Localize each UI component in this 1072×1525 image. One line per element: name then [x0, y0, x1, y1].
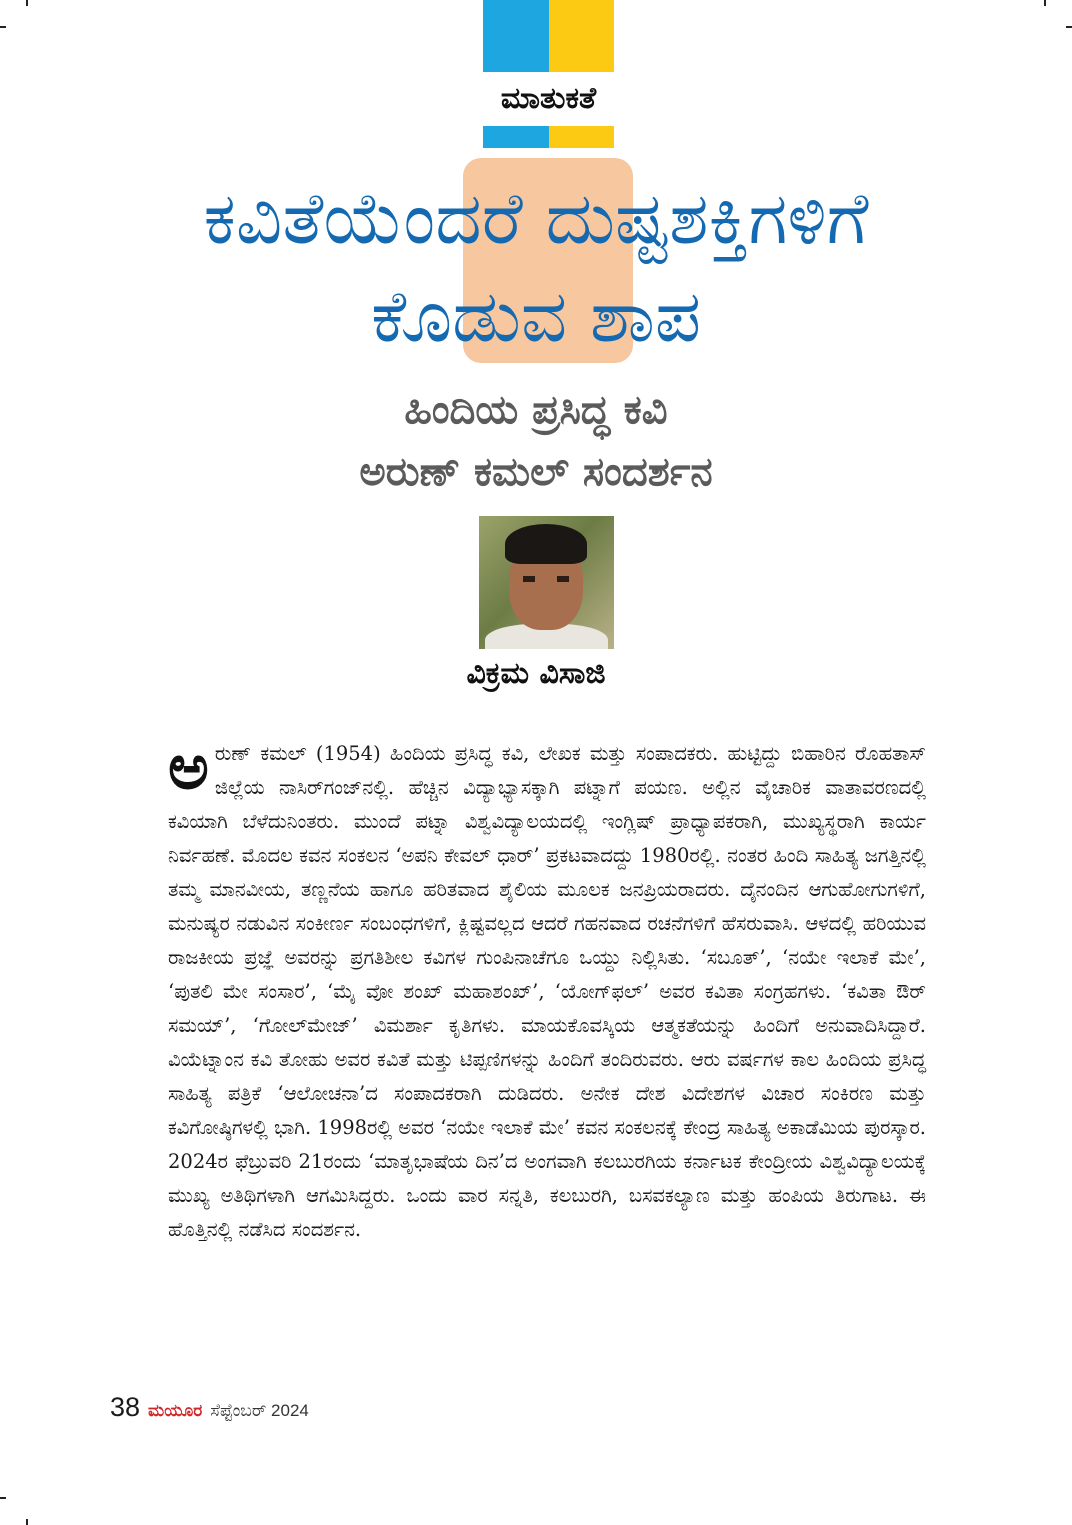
- crop-mark: [26, 0, 28, 6]
- logo-blue-panel: [483, 0, 549, 72]
- headline-line-2: ಕೊಡುವ ಶಾಪ: [370, 274, 702, 358]
- issue-date: ಸೆಪ್ಟೆಂಬರ್ 2024: [210, 1401, 309, 1420]
- section-logo-label: ಮಾತುಕತೆ: [500, 80, 597, 116]
- page-footer: [110, 1392, 309, 1423]
- logo-yellow-panel: [549, 0, 615, 72]
- subheading-line-1: ಹಿಂದಿಯ ಪ್ರಸಿದ್ಧ ಕವಿ: [404, 387, 668, 433]
- author-byline: ವಿಕ್ರಮ ವಿಸಾಜಿ: [466, 656, 606, 691]
- crop-mark: [26, 1519, 28, 1525]
- section-logo: [483, 0, 614, 148]
- article-intro-text: ರುಣ್ ಕಮಲ್ (1954) ಹಿಂದಿಯ ಪ್ರಸಿದ್ಧ ಕವಿ, ಲೇಖಕ ಮತ್ತು ಸಂಪಾದಕರು. ಹುಟ್ಟಿದ್ದು ಬಿಹಾರಿನ ರೊಹತಾಸ್ ಜಿಲ್ಲೆಯ ನಾಸಿರ್‌ಗಂಜ್‌ನಲ್ಲಿ. ಹೆಚ್ಚಿನ ವಿದ್ಯಾಭ್ಯಾಸಕ್ಕಾಗಿ ಪಟ್ನಾಗೆ ಪಯಣ. ಅಲ್ಲಿನ ವೈಚಾರಿಕ ವಾತಾವರಣದಲ್ಲಿ ಕವಿಯಾಗಿ ಬೆಳೆದುನಿಂತರು. ಮುಂದೆ ಪಟ್ನಾ ವಿಶ್ವವಿದ್ಯಾಲಯದಲ್ಲಿ ಇಂಗ್ಲಿಷ್ ಪ್ರಾಧ್ಯಾಪಕರಾಗಿ, ಮುಖ್ಯಸ್ಥರಾಗಿ ಕಾರ್ಯ ನಿರ್ವಹಣೆ. ಮೊದಲ ಕವನ ಸಂಕಲನ ‘ಅಪನಿ ಕೇವಲ್ ಧಾರ್’ ಪ್ರಕಟವಾದದ್ದು 1980ರಲ್ಲಿ. ನಂತರ ಹಿಂದಿ ಸಾಹಿತ್ಯ ಜಗತ್ತಿನಲ್ಲಿ ತಮ್ಮ ಮಾನವೀಯ, ತಣ್ಣನೆಯ ಹಾಗೂ ಹರಿತವಾದ ಶೈಲಿಯ ಮೂಲಕ ಜನಪ್ರಿಯರಾದರು. ದೈನಂದಿನ ಆಗುಹೋಗುಗಳಿಗೆ, ಮನುಷ್ಯರ ನಡುವಿನ ಸಂಕೀರ್ಣ ಸಂಬಂಧಗಳಿಗೆ, ಕ್ಲಿಷ್ಟವಲ್ಲದ ಆದರೆ ಗಹನವಾದ ರಚನೆಗಳಿಗೆ ಹೆಸರುವಾಸಿ. ಆಳದಲ್ಲಿ ಹರಿಯುವ ರಾಜಕೀಯ ಪ್ರಜ್ಞೆ ಅವರನ್ನು ಪ್ರಗತಿಶೀಲ ಕವಿಗಳ ಗುಂಪಿನಾಚೆಗೂ ಒಯ್ದು ನಿಲ್ಲಿಸಿತು. ‘ಸಬೂತ್’, ‘ನಯೇ ಇಲಾಕೆ ಮೇ’, ‘ಪುತಲಿ ಮೇ ಸಂಸಾರ’, ‘ಮೈ ವೋ ಶಂಖ್ ಮಹಾಶಂಖ್’, ‘ಯೋಗ್‌ಫಲ್’ ಅವರ ಕವಿತಾ ಸಂಗ್ರಹಗಳು. ‘ಕವಿತಾ ಔರ್ ಸಮಯ್’, ‘ಗೋಲ್‌ಮೇಜ್’ ವಿಮರ್ಶಾ ಕೃತಿಗಳು. ಮಾಯಕೊವಸ್ಕಿಯ ಆತ್ಮಕತೆಯನ್ನು ಹಿಂದಿಗೆ ಅನುವಾದಿಸಿದ್ದಾರೆ. ವಿಯೆಟ್ನಾಂನ ಕವಿ ತೋಹು ಅವರ ಕವಿತೆ ಮತ್ತು ಟಿಪ್ಪಣಿಗಳನ್ನು ಹಿಂದಿಗೆ ತಂದಿರುವರು. ಆರು ವರ್ಷಗಳ ಕಾಲ ಹಿಂದಿಯ ಪ್ರಸಿದ್ಧ ಸಾಹಿತ್ಯ ಪತ್ರಿಕೆ ‘ಆಲೋಚನಾ’ದ ಸಂಪಾದಕರಾಗಿ ದುಡಿದರು. ಅನೇಕ ದೇಶ ವಿದೇಶಗಳ ವಿಚಾರ ಸಂಕಿರಣ ಮತ್ತು ಕವಿಗೋಷ್ಠಿಗಳಲ್ಲಿ ಭಾಗಿ. 1998ರಲ್ಲಿ ಅವರ ‘ನಯೇ ಇಲಾಕೆ ಮೇ’ ಕವನ ಸಂಕಲನಕ್ಕೆ ಕೇಂದ್ರ ಸಾಹಿತ್ಯ ಅಕಾಡೆಮಿಯ ಪುರಸ್ಕಾರ. 2024ರ ಫೆಬ್ರುವರಿ 21ರಂದು ‘ಮಾತೃಭಾಷೆಯ ದಿನ’ದ ಅಂಗವಾಗಿ ಕಲಬುರಗಿಯ ಕರ್ನಾಟಕ ಕೇಂದ್ರೀಯ ವಿಶ್ವವಿದ್ಯಾಲಯಕ್ಕೆ ಮುಖ್ಯ ಅತಿಥಿಗಳಾಗಿ ಆಗಮಿಸಿದ್ದರು. ಒಂದು ವಾರ ಸನ್ನತಿ, ಕಲಬುರಗಿ, ಬಸವಕಲ್ಯಾಣ ಮತ್ತು ಹಂಪಿಯ ತಿರುಗಾಟ. ಈ ಹೊತ್ತಿನಲ್ಲಿ ನಡೆಸಿದ ಸಂದರ್ಶನ.: [168, 742, 926, 1241]
- crop-mark: [1066, 26, 1072, 28]
- crop-mark: [1044, 0, 1046, 6]
- crop-mark: [0, 1497, 6, 1499]
- author-photo: [479, 516, 614, 649]
- headline-line-1: ಕವಿತೆಯೆಂದರೆ ದುಷ್ಟಶಕ್ತಿಗಳಿಗೆ: [203, 176, 869, 260]
- article-intro: [168, 730, 926, 1247]
- magazine-name: ಮಯೂರ: [148, 1401, 203, 1420]
- drop-cap: ಅ: [168, 730, 209, 803]
- page-number: 38: [110, 1392, 141, 1422]
- crop-mark: [0, 26, 6, 28]
- subheading-line-2: ಅರುಣ್ ಕಮಲ್ ಸಂದರ್ಶನ: [359, 449, 713, 495]
- logo-blue-strip: [483, 126, 549, 148]
- logo-yellow-strip: [549, 126, 615, 148]
